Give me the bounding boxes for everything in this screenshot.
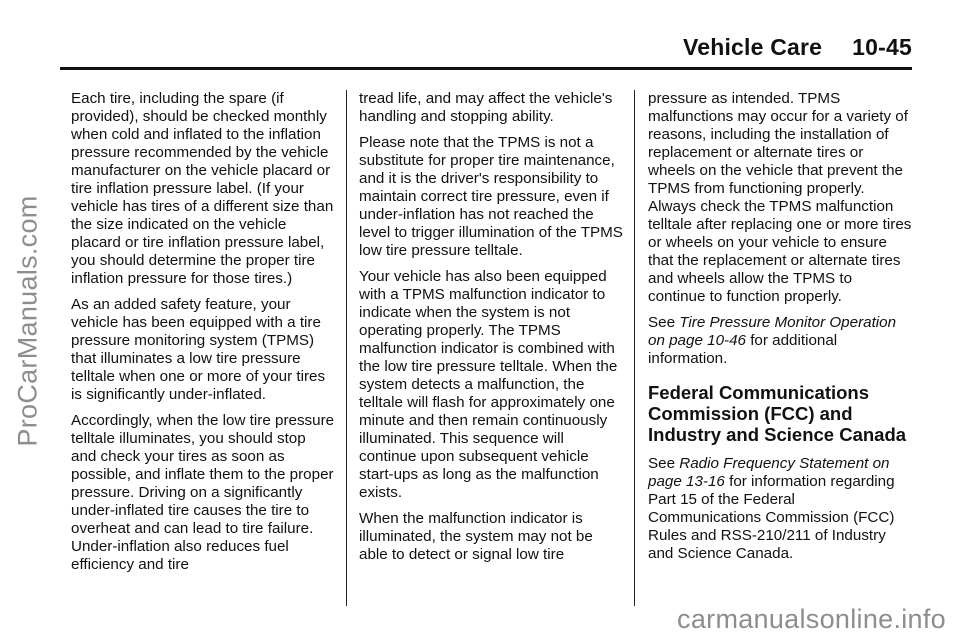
side-watermark <box>6 0 50 642</box>
paragraph: When the malfunction indicator is illuminated, the system may not be able to detect or signal low tire <box>359 510 593 563</box>
column-divider <box>346 90 347 606</box>
page-number: 10-45 <box>852 34 912 60</box>
see-also-paragraph <box>648 314 912 368</box>
paragraph: Accordingly, when the low tire pressure telltale illuminates, you should stop and check your tires as soon as possible, and inflate them to the proper pressure. Driving on a significantly under-inflated tire causes the tire to overheat and can lead to tire failure. Under-inflation also reduces fuel efficiency and tire <box>71 412 335 573</box>
see-rest: for additional information. <box>648 332 838 367</box>
see-label: See <box>648 455 676 472</box>
header-rule <box>60 67 912 70</box>
column-divider <box>634 90 635 606</box>
paragraph: Your vehicle has also been equipped with a TPMS malfunction indicator to indicate when the system is not operating properly. The TPMS malfunction indicator is combined with the low tire pressure telltale. When the system detects a malfunction, the telltale will flash for approximately one minute and then remain continuously illuminated. This sequence will continue upon subsequent vehicle start-ups as long as the malfunction exists. <box>359 268 618 501</box>
see-also-paragraph <box>648 455 912 563</box>
section-heading: Federal Communications Commission (FCC) and Industry and Science Canada <box>648 382 907 445</box>
paragraph: tread life, and may affect the vehicle's handling and stopping ability. <box>359 90 613 125</box>
side-watermark-text: ProCarManuals.com <box>12 195 43 447</box>
see-rest: for information regarding Part 15 of the Federal Communications Commission (FCC) Rules and RSS-210/211 of Industry and Science Canada. <box>648 473 895 562</box>
text-column-1 <box>71 90 335 582</box>
paragraph: Please note that the TPMS is not a substitute for proper tire maintenance, and it is the driver's responsibility to maintain correct tire pressure, even if under-inflation has not reached the level to trigger illumination of the TPMS low tire pressure telltale. <box>359 134 623 259</box>
see-label: See <box>648 314 676 331</box>
text-column-2 <box>359 90 623 572</box>
paragraph: pressure as intended. TPMS malfunctions may occur for a variety of reasons, including the installation of replacement or alternate tires or wheels on the vehicle that prevent the TPMS from functioning properly. Always check the TPMS malfunction telltale after replacing one or more tires or wheels on your vehicle to ensure that the replacement or alternate tires and wheels allow the TPMS to continue to function properly. <box>648 90 912 305</box>
cross-reference-link[interactable]: Radio Frequency Statement on page 13-16 <box>648 455 890 490</box>
paragraph: As an added safety feature, your vehicle has been equipped with a tire pressure monitoring system (TPMS) that illuminates a low tire pressure telltale when one or more of your tires is significantly under-inflated. <box>71 296 326 403</box>
page-header <box>60 34 912 64</box>
text-column-3 <box>648 90 912 571</box>
bottom-watermark: carmanualsonline.info <box>677 604 946 634</box>
paragraph: Each tire, including the spare (if provided), should be checked monthly when cold and inflated to the inflation pressure recommended by the vehicle manufacturer on the vehicle placard or tire inflation pressure label. (If your vehicle has tires of a different size than the size indicated on the vehicle placard or tire inflation pressure label, you should determine the proper tire inflation pressure for those tires.) <box>71 90 334 287</box>
header-title <box>683 34 912 61</box>
cross-reference-link[interactable]: Tire Pressure Monitor Operation on page 10-46 <box>648 314 897 349</box>
section-title: Vehicle Care <box>682 34 823 60</box>
